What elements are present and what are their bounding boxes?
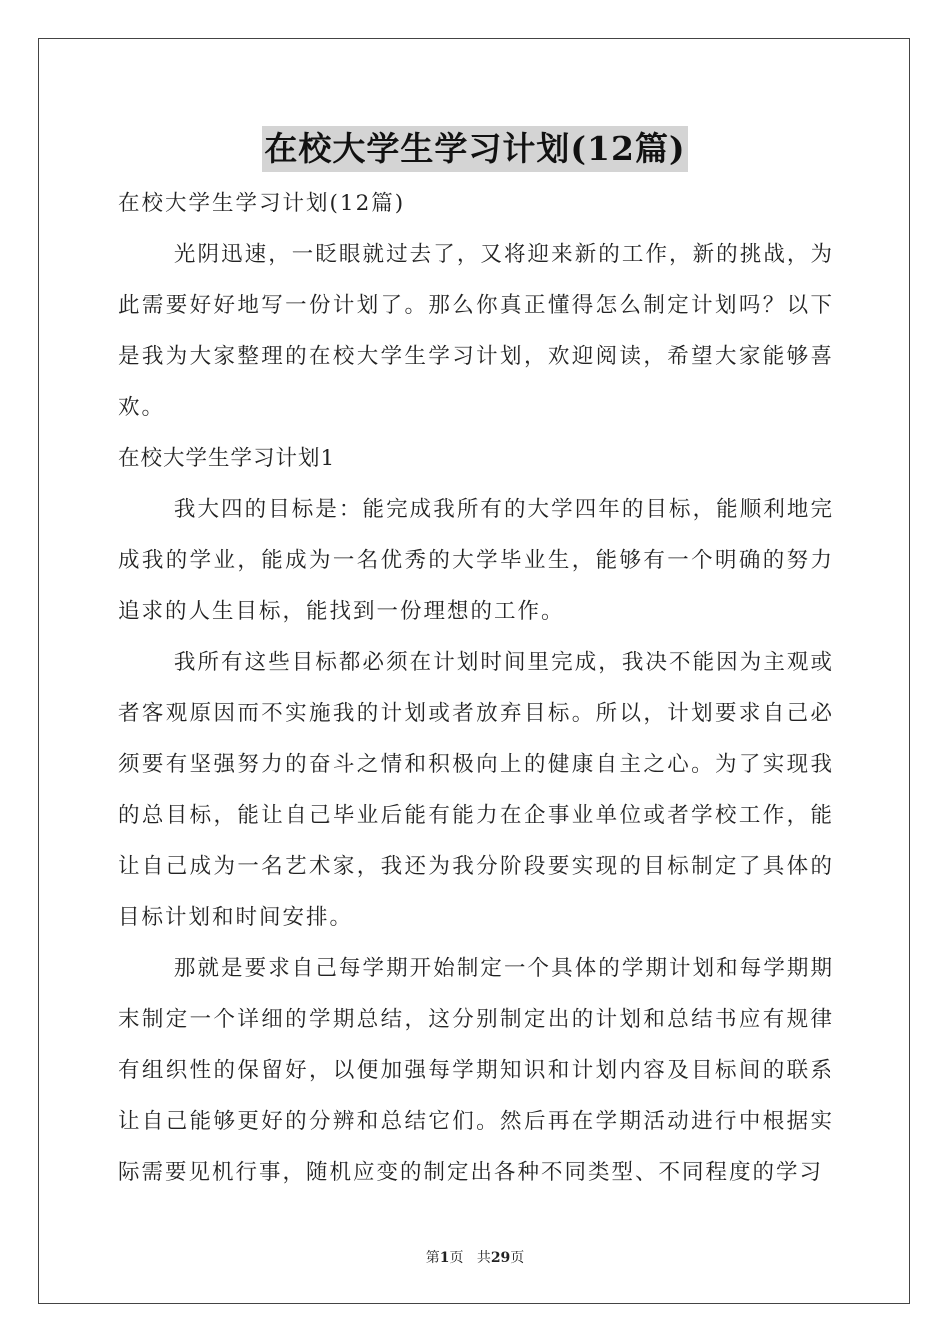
document-body bbox=[118, 178, 834, 1198]
intro-paragraph: 光阴迅速，一眨眼就过去了，又将迎来新的工作，新的挑战，为此需要好好地写一份计划了。那么你真正懂得怎么制定计划吗？以下是我为大家整理的在校大学生学习计划，欢迎阅读，希望大家能够喜欢。 bbox=[118, 242, 834, 420]
title-container bbox=[0, 126, 950, 172]
page-label-suffix: 页 bbox=[449, 1250, 464, 1266]
body-paragraph-3: 那就是要求自己每学期开始制定一个具体的学期计划和每学期期末制定一个详细的学期总结，这分别制定出的计划和总结书应有规律有组织性的保留好，以便加强每学期知识和计划内容及目标间的联系让自己能够更好的分辨和总结它们。然后再在学期活动进行中根据实际需要见机行事，随机应变的制定出各种不同类型、不同程度的学习 bbox=[118, 956, 834, 1185]
page-footer bbox=[0, 1247, 950, 1267]
document-subtitle: 在校大学生学习计划(12篇) bbox=[118, 191, 406, 216]
body-paragraph-2: 我所有这些目标都必须在计划时间里完成，我决不能因为主观或者客观原因而不实施我的计划或者放弃目标。所以，计划要求自己必须要有坚强努力的奋斗之情和积极向上的健康自主之心。为了实现我的总目标，能让自己毕业后能有能力在企事业单位或者学校工作，能让自己成为一名艺术家，我还为我分阶段要实现的目标制定了具体的目标计划和时间安排。 bbox=[118, 650, 834, 930]
total-prefix: 共 bbox=[476, 1250, 491, 1266]
body-paragraph-1: 我大四的目标是：能完成我所有的大学四年的目标，能顺利地完成我的学业，能成为一名优秀的大学毕业生，能够有一个明确的努力追求的人生目标，能找到一份理想的工作。 bbox=[118, 497, 834, 624]
total-suffix: 页 bbox=[510, 1250, 525, 1266]
page-label-prefix: 第 bbox=[425, 1250, 440, 1266]
total-pages: 29 bbox=[490, 1250, 511, 1266]
document-title: 在校大学生学习计划(12篇) bbox=[262, 126, 687, 172]
section-heading: 在校大学生学习计划1 bbox=[118, 446, 336, 471]
page-number: 1 bbox=[439, 1250, 450, 1266]
